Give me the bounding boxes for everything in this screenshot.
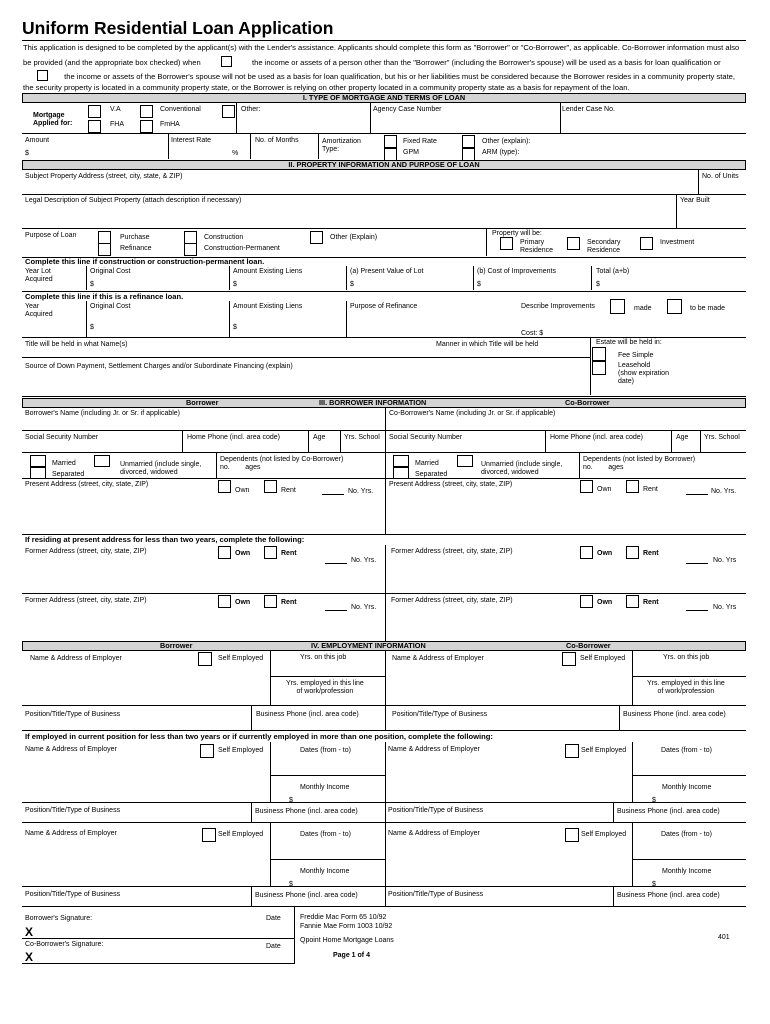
coborrower-former-2-no-yrs-label: No. Yrs xyxy=(713,604,737,611)
coborrower-name-label: Co-Borrower's Name (including Jr. or Sr. if applicable) xyxy=(389,410,556,417)
other-mortgage-label: Other: xyxy=(241,106,261,113)
borrower-dates-2-label: Dates (from - to) xyxy=(300,747,351,754)
borrower-former-1-own-checkbox[interactable] xyxy=(218,546,231,559)
construction-label: Construction xyxy=(204,234,244,241)
coborrower-column-header: Co-Borrower xyxy=(565,398,610,407)
coborrower-business-phone-label: Business Phone (incl. area code) xyxy=(623,711,726,718)
coborrower-former-2-rent-label: Rent xyxy=(643,599,659,606)
section-4-header xyxy=(22,641,746,651)
section-3-title: III. BORROWER INFORMATION xyxy=(319,398,427,407)
employment-borrower-header: Borrower xyxy=(160,641,193,650)
improvements-to-be-made-checkbox[interactable] xyxy=(667,299,682,314)
coborrower-former-1-no-yrs-label: No. Yrs xyxy=(713,557,737,564)
property-will-be-label: Property will be: xyxy=(492,230,542,237)
investment-label: Investment xyxy=(660,239,695,246)
estate-held-label: Estate will be held in: xyxy=(596,339,662,346)
borrower-former-address-2-label: Former Address (street, city, state, ZIP) xyxy=(25,597,147,604)
borrower-employer-2-label: Name & Address of Employer xyxy=(25,746,117,753)
coborrower-yrs-on-job-label: Yrs. on this job xyxy=(663,654,710,661)
borrower-position-2-label: Position/Title/Type of Business xyxy=(25,807,121,814)
fixed-rate-checkbox[interactable] xyxy=(384,135,397,148)
borrower-yrs-employed-label: Yrs. employed in this line of work/profession xyxy=(286,680,364,696)
coborrower-self-employed-3-label: Self Employed xyxy=(581,831,627,838)
to-be-made-label: to be made xyxy=(690,305,726,312)
title-rule xyxy=(22,40,746,41)
borrower-yrs-on-job-label: Yrs. on this job xyxy=(300,654,347,661)
borrower-yrs-school-label: Yrs. School xyxy=(344,434,380,441)
existing-liens-dollar-2: $ xyxy=(233,324,237,331)
fannie-mae-form: Fannie Mae Form 1003 10/92 xyxy=(300,923,393,930)
borrower-former-address-1-label: Former Address (street, city, state, ZIP) xyxy=(25,548,147,555)
coborrower-business-phone-3-label: Business Phone (incl. area code) xyxy=(617,892,720,899)
borrower-present-rent-label: Rent xyxy=(281,487,296,494)
purchase-label: Purchase xyxy=(120,234,150,241)
secondary-residence-checkbox[interactable] xyxy=(567,237,580,250)
employment-coborrower-header: Co-Borrower xyxy=(566,641,611,650)
fmha-checkbox[interactable] xyxy=(140,120,153,133)
borrower-present-own-checkbox[interactable] xyxy=(218,480,231,493)
borrower-position-3-label: Position/Title/Type of Business xyxy=(25,891,121,898)
coborrower-former-1-rent-label: Rent xyxy=(643,550,659,557)
borrower-unmarried-label: Unmarried (include single, divorced, widowed xyxy=(120,461,202,477)
year-lot-label: Year Lot Acquired xyxy=(25,268,53,284)
existing-liens-label-2: Amount Existing Liens xyxy=(233,303,303,310)
coborrower-yrs-employed-label: Yrs. employed in this line of work/profession xyxy=(647,680,725,696)
borrower-business-phone-2-label: Business Phone (incl. area code) xyxy=(255,808,358,815)
borrower-unmarried-checkbox[interactable] xyxy=(94,455,110,467)
borrower-former-1-no-yrs-label: No. Yrs. xyxy=(351,557,377,564)
lender-case-label: Lender Case No. xyxy=(562,106,615,113)
borrower-former-1-own-label: Own xyxy=(235,550,251,557)
borrower-married-checkbox[interactable] xyxy=(30,455,46,467)
amount-label: Amount xyxy=(25,137,50,144)
purpose-refinance-label: Purpose of Refinance xyxy=(350,303,418,310)
borrower-signature-x: X xyxy=(25,925,34,939)
construction-perm-label: Construction-Permanent xyxy=(204,245,280,252)
describe-improvements-label: Describe Improvements xyxy=(521,303,595,310)
intro-text-3: the income or assets of the Borrower's spouse will not be used as a basis for loan qualification, but his or her liabilities must be considered because the Borrower resides in a community property state, the security property is located in a community property state, or the Borrower is relying on other property located in a community property state as a basis for repayment of the loan. xyxy=(23,72,736,92)
coborrower-position-2-label: Position/Title/Type of Business xyxy=(388,807,484,814)
coborrower-present-own-label: Own xyxy=(597,486,612,493)
other-explain-label: Other (explain): xyxy=(482,138,531,145)
borrower-self-employed-label: Self Employed xyxy=(218,655,264,662)
borrower-name-label: Borrower's Name (including Jr. or Sr. if applicable) xyxy=(25,410,181,417)
coborrower-unmarried-label: Unmarried (include single, divorced, widowed xyxy=(481,461,563,477)
multiple-positions-heading: If employed in current position for less than two years or if currently employed in more than one position, complete the following: xyxy=(25,732,493,741)
fmha-label: FmHA xyxy=(160,121,180,128)
coborrower-married-checkbox[interactable] xyxy=(393,455,409,467)
borrower-home-phone-label: Home Phone (incl. area code) xyxy=(187,434,280,441)
coborrower-married-label: Married xyxy=(415,460,439,467)
coborrower-dependents-label: Dependents (not listed by Borrower) no. ages xyxy=(583,456,696,472)
other-amort-checkbox[interactable] xyxy=(462,135,475,148)
coborrower-self-employed-2-label: Self Employed xyxy=(581,747,627,754)
legal-description-label: Legal Description of Subject Property (attach description if necessary) xyxy=(25,197,242,204)
coborrower-present-rent-label: Rent xyxy=(643,486,658,493)
amount-dollar: $ xyxy=(25,150,29,157)
borrower-ssn-label: Social Security Number xyxy=(25,434,99,441)
manner-title-label: Manner in which Title will be held xyxy=(436,341,539,348)
borrower-former-2-rent-checkbox[interactable] xyxy=(264,595,277,608)
no-units-label: No. of Units xyxy=(702,173,739,180)
borrower-column-header: Borrower xyxy=(186,398,219,407)
borrower-former-2-rent-label: Rent xyxy=(281,599,297,606)
coborrower-former-2-own-checkbox[interactable] xyxy=(580,595,593,608)
coborrower-home-phone-label: Home Phone (incl. area code) xyxy=(550,434,643,441)
primary-residence-checkbox[interactable] xyxy=(500,237,513,250)
mortgage-applied-label: Mortgage Applied for: xyxy=(33,112,73,128)
improvements-cost-label: Cost: $ xyxy=(521,330,544,337)
borrower-monthly-income-2-label: Monthly Income xyxy=(300,784,350,791)
source-down-payment-label: Source of Down Payment, Settlement Charges and/or Subordinate Financing (explain) xyxy=(25,363,293,370)
borrower-present-rent-checkbox[interactable] xyxy=(264,480,277,493)
form-number: 401 xyxy=(718,934,730,941)
coborrower-former-address-1-label: Former Address (street, city, state, ZIP) xyxy=(391,548,513,555)
present-value-dollar: $ xyxy=(350,281,354,288)
borrower-business-phone-label: Business Phone (incl. area code) xyxy=(256,711,359,718)
section-1-header: I. TYPE OF MORTGAGE AND TERMS OF LOAN xyxy=(22,93,746,103)
year-acquired-label: Year Acquired xyxy=(25,303,53,319)
improvements-made-checkbox[interactable] xyxy=(610,299,625,314)
coborrower-former-address-2-label: Former Address (street, city, state, ZIP) xyxy=(391,597,513,604)
refinance-line-heading: Complete this line if this is a refinance loan. xyxy=(25,292,184,301)
original-cost-label-1: Original Cost xyxy=(90,268,131,275)
borrower-self-employed-3-checkbox[interactable] xyxy=(202,828,216,842)
spouse-liabilities-checkbox[interactable] xyxy=(37,70,48,81)
borrower-present-address-label: Present Address (street, city, state, ZIP) xyxy=(25,481,149,488)
conventional-label: Conventional xyxy=(160,106,201,113)
original-cost-label-2: Original Cost xyxy=(90,303,131,310)
leasehold-checkbox[interactable] xyxy=(592,361,606,375)
year-built-label: Year Built xyxy=(680,197,710,204)
other-purpose-label: Other (Explain) xyxy=(330,234,378,241)
borrower-present-no-yrs-label: No. Yrs. xyxy=(348,488,374,495)
coborrower-self-employed-3-checkbox[interactable] xyxy=(565,828,579,842)
fee-simple-label: Fee Simple xyxy=(618,352,654,359)
borrower-monthly-income-2-dollar: $ xyxy=(289,797,293,804)
borrower-self-employed-checkbox[interactable] xyxy=(198,652,212,666)
conventional-checkbox[interactable] xyxy=(140,105,153,118)
page-number: Page 1 of 4 xyxy=(333,952,370,959)
coborrower-position-label: Position/Title/Type of Business xyxy=(392,711,488,718)
subject-address-label: Subject Property Address (street, city, state, & ZIP) xyxy=(25,173,183,180)
borrower-former-1-rent-checkbox[interactable] xyxy=(264,546,277,559)
coborrower-self-employed-checkbox[interactable] xyxy=(562,652,576,666)
other-purpose-checkbox[interactable] xyxy=(310,231,323,244)
cost-improvements-label: (b) Cost of Improvements xyxy=(477,268,556,275)
intro-text-1: This application is designed to be completed by the applicant(s) with the Lender's assistance. Applicants should complete this form as "Borrower" or "Co-Borrower", as applicable. Co-Borrower information must also be provided (and the appropriate box checked) when xyxy=(23,43,740,67)
coborrower-monthly-income-2-dollar: $ xyxy=(652,797,656,804)
total-label: Total (a+b) xyxy=(596,268,630,275)
borrower-business-phone-3-label: Business Phone (incl. area code) xyxy=(255,892,358,899)
leasehold-label: Leasehold (show expiration date) xyxy=(618,362,669,386)
coborrower-self-employed-2-checkbox[interactable] xyxy=(565,744,579,758)
title-names-label: Title will be held in what Name(s) xyxy=(25,341,128,348)
coborrower-former-1-own-checkbox[interactable] xyxy=(580,546,593,559)
refinance-checkbox[interactable] xyxy=(98,243,111,256)
amortization-label: Amortization Type: xyxy=(322,138,361,154)
borrower-present-own-label: Own xyxy=(235,487,250,494)
coborrower-employer-3-label: Name & Address of Employer xyxy=(388,830,480,837)
coborrower-monthly-income-2-label: Monthly Income xyxy=(662,784,712,791)
existing-liens-label-1: Amount Existing Liens xyxy=(233,268,303,275)
coborrower-former-1-rent-checkbox[interactable] xyxy=(626,546,639,559)
arm-label: ARM (type): xyxy=(482,149,520,156)
coborrower-ssn-label: Social Security Number xyxy=(389,434,463,441)
other-mortgage-checkbox[interactable] xyxy=(222,105,235,118)
borrower-monthly-income-3-label: Monthly Income xyxy=(300,868,350,875)
va-label: V.A xyxy=(110,106,121,113)
coborrower-yrs-school-label: Yrs. School xyxy=(704,434,740,441)
coborrower-monthly-income-3-dollar: $ xyxy=(652,881,656,888)
company-name: Qpoint Home Mortgage Loans xyxy=(300,937,394,944)
original-cost-dollar-1: $ xyxy=(90,281,94,288)
primary-residence-label: Primary Residence xyxy=(520,239,554,255)
secondary-residence-label: Secondary Residence xyxy=(587,239,621,255)
form-title: Uniform Residential Loan Application xyxy=(22,18,334,38)
interest-rate-label: Interest Rate xyxy=(171,137,212,144)
borrower-age-label: Age xyxy=(313,434,326,441)
coborrower-unmarried-checkbox[interactable] xyxy=(457,455,473,467)
va-checkbox[interactable] xyxy=(88,105,101,118)
coborrower-signature-label: Co-Borrower's Signature: xyxy=(25,941,104,948)
section-4-title: IV. EMPLOYMENT INFORMATION xyxy=(311,641,426,650)
coborrower-present-rent-checkbox[interactable] xyxy=(626,480,639,493)
coborrower-monthly-income-3-label: Monthly Income xyxy=(662,868,712,875)
borrower-signature-label: Borrower's Signature: xyxy=(25,915,93,922)
intro-text-2: the income or assets of a person other than the "Borrower" (including the Borrower's spouse) will be used as a basis for loan qualification or xyxy=(251,57,721,67)
coborrower-sig-date-label: Date xyxy=(266,943,281,950)
borrower-former-1-rent-label: Rent xyxy=(281,550,297,557)
less-than-two-years-heading: If residing at present address for less than two years, complete the following: xyxy=(25,535,305,544)
coborrower-self-employed-label: Self Employed xyxy=(580,655,626,662)
existing-liens-dollar-1: $ xyxy=(233,281,237,288)
section-3-header xyxy=(22,398,746,408)
coborrower-income-checkbox[interactable] xyxy=(221,56,232,67)
coborrower-present-address-label: Present Address (street, city, state, ZIP) xyxy=(389,481,513,488)
gpm-label: GPM xyxy=(403,149,419,156)
borrower-dependents-label: Dependents (not listed by Co-Borrower) no. ages xyxy=(220,456,344,472)
coborrower-age-label: Age xyxy=(676,434,689,441)
coborrower-former-1-own-label: Own xyxy=(597,550,613,557)
present-value-label: (a) Present Value of Lot xyxy=(350,268,424,275)
borrower-sig-date-label: Date xyxy=(266,915,281,922)
total-dollar: $ xyxy=(596,281,600,288)
borrower-self-employed-3-label: Self Employed xyxy=(218,831,264,838)
original-cost-dollar-2: $ xyxy=(90,324,94,331)
intro-paragraph xyxy=(23,43,747,93)
coborrower-employer-2-label: Name & Address of Employer xyxy=(388,746,480,753)
borrower-position-label: Position/Title/Type of Business xyxy=(25,711,121,718)
coborrower-former-2-own-label: Own xyxy=(597,599,613,606)
fha-label: FHA xyxy=(110,121,124,128)
cost-improvements-dollar: $ xyxy=(477,281,481,288)
no-months-label: No. of Months xyxy=(255,137,299,144)
coborrower-signature-x: X xyxy=(25,950,34,964)
coborrower-dates-2-label: Dates (from - to) xyxy=(661,747,712,754)
interest-percent: % xyxy=(232,150,239,157)
investment-checkbox[interactable] xyxy=(640,237,653,250)
construction-perm-checkbox[interactable] xyxy=(184,243,197,256)
coborrower-employer-label: Name & Address of Employer xyxy=(392,655,484,662)
made-label: made xyxy=(634,305,652,312)
construction-line-heading: Complete this line if construction or construction-permanent loan. xyxy=(25,257,265,266)
coborrower-present-no-yrs-label: No. Yrs. xyxy=(711,488,737,495)
borrower-former-2-own-label: Own xyxy=(235,599,251,606)
fee-simple-checkbox[interactable] xyxy=(592,347,606,361)
borrower-former-2-own-checkbox[interactable] xyxy=(218,595,231,608)
coborrower-former-2-rent-checkbox[interactable] xyxy=(626,595,639,608)
coborrower-position-3-label: Position/Title/Type of Business xyxy=(388,891,484,898)
coborrower-dates-3-label: Dates (from - to) xyxy=(661,831,712,838)
borrower-separated-label: Separated xyxy=(52,471,85,478)
coborrower-business-phone-2-label: Business Phone (incl. area code) xyxy=(617,808,720,815)
coborrower-separated-label: Separated xyxy=(415,471,448,478)
refinance-label: Refinance xyxy=(120,245,152,252)
purpose-label: Purpose of Loan xyxy=(25,232,77,239)
coborrower-present-own-checkbox[interactable] xyxy=(580,480,593,493)
borrower-self-employed-2-label: Self Employed xyxy=(218,747,264,754)
agency-case-label: Agency Case Number xyxy=(373,106,442,113)
borrower-self-employed-2-checkbox[interactable] xyxy=(200,744,214,758)
freddie-mac-form: Freddie Mac Form 65 10/92 xyxy=(300,914,387,921)
borrower-employer-label: Name & Address of Employer xyxy=(30,655,122,662)
section-2-header: II. PROPERTY INFORMATION AND PURPOSE OF LOAN xyxy=(22,160,746,170)
borrower-employer-3-label: Name & Address of Employer xyxy=(25,830,117,837)
borrower-former-2-no-yrs-label: No. Yrs. xyxy=(351,604,377,611)
fixed-rate-label: Fixed Rate xyxy=(403,138,437,145)
borrower-dates-3-label: Dates (from - to) xyxy=(300,831,351,838)
borrower-monthly-income-3-dollar: $ xyxy=(289,881,293,888)
fha-checkbox[interactable] xyxy=(88,120,101,133)
borrower-married-label: Married xyxy=(52,460,76,467)
